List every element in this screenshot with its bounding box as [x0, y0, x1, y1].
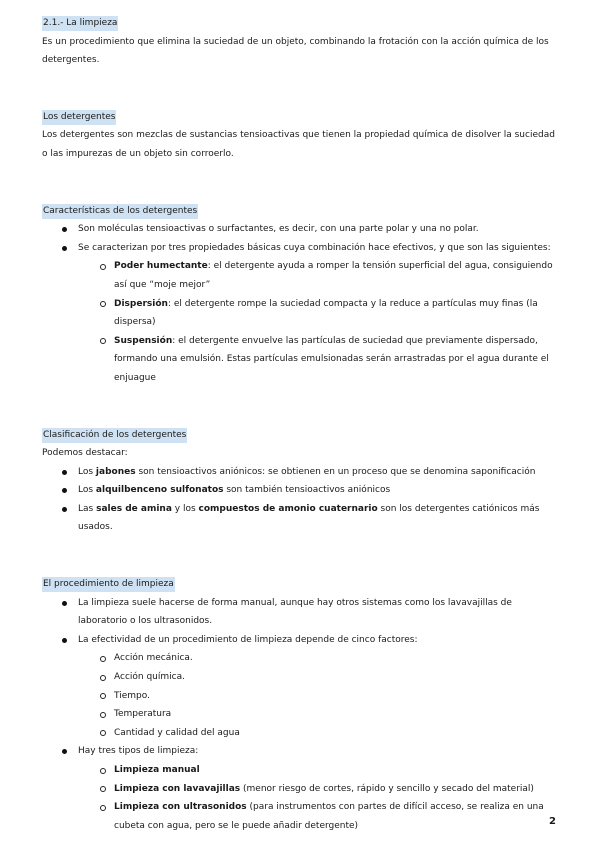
- bullet-icon: [62, 227, 67, 232]
- factores-list: [78, 649, 562, 742]
- bullet-icon: [62, 638, 67, 643]
- propiedades-list: [78, 257, 562, 387]
- list-item: Limpieza con lavavajillas (menor riesgo de cortes, rápido y sencillo y secado del material): [42, 780, 562, 799]
- list-item: Los jabones son tensioactivos aniónicos: se obtienen en un proceso que se denomina saponificación: [42, 463, 562, 482]
- bullet-icon: [62, 470, 67, 475]
- list-item: Limpieza con ultrasonidos (para instrumentos con partes de difícil acceso, se realiza en una cubeta con agua, pero se le puede añadir detergente): [42, 798, 562, 835]
- heading-clasificacion: Clasificación de los detergentes: [42, 428, 187, 443]
- circle-bullet-icon: [100, 338, 106, 344]
- section-procedimiento: [42, 575, 562, 835]
- section-caracteristicas: [42, 202, 562, 388]
- list-item: Tiempo.: [42, 687, 562, 706]
- heading-la-limpieza: 2.1.- La limpieza: [42, 16, 118, 31]
- list-item: Los alquilbenceno sulfonatos son también tensioactivos aniónicos: [42, 481, 562, 500]
- list-item: La efectividad de un procedimiento de limpieza depende de cinco factores: Acción mecánica. Acción química. Tiempo. Temperatura Cantidad y calidad del agua: [42, 631, 562, 743]
- heading-procedimiento: El procedimiento de limpieza: [42, 577, 175, 592]
- circle-bullet-icon: [100, 730, 106, 736]
- list-item: Se caracterizan por tres propiedades básicas cuya combinación hace efectivos, y que son las siguientes: Poder humectante: el detergente ayuda a romper la tensión superficial del agua, consiguiendo así que “moje mejor” Dispersión: el detergente rompe la suciedad compacta y la reduce a partículas muy finas (la dispersa) Suspensión: el detergente envuelve las partículas de suciedad que previamente dispersado, formando una emulsión. Estas partículas emulsionadas serán arrastradas por el agua durante el enjuague: [42, 239, 562, 388]
- list-item: Poder humectante: el detergente ayuda a romper la tensión superficial del agua, consiguiendo así que “moje mejor”: [42, 257, 562, 294]
- clasificacion-list: [42, 463, 562, 537]
- circle-bullet-icon: [100, 675, 106, 681]
- circle-bullet-icon: [100, 768, 106, 774]
- list-item: Son moléculas tensioactivas o surfactantes, es decir, con una parte polar y una no polar.: [42, 220, 562, 239]
- list-item: Hay tres tipos de limpieza: Limpieza manual Limpieza con lavavajillas (menor riesgo de cortes, rápido y sencillo y secado del material) Limpieza con ultrasonidos (para instrumentos con partes de difícil acceso, se realiza en una cubeta con agua, pero se le puede añadir detergente): [42, 742, 562, 835]
- paragraph-detergentes: Los detergentes son mezclas de sustancias tensioactivas que tienen la propiedad química de disolver la suciedad o las impurezas de un objeto sin corroerlo.: [42, 130, 555, 159]
- bullet-icon: [62, 601, 67, 606]
- circle-bullet-icon: [100, 656, 106, 662]
- paragraph-podemos-destacar: Podemos destacar:: [42, 448, 128, 459]
- caracteristicas-list: [42, 220, 562, 387]
- list-item: Las sales de amina y los compuestos de amonio cuaternario son los detergentes catiónicos más usados.: [42, 500, 562, 537]
- list-item: Suspensión: el detergente envuelve las partículas de suciedad que previamente dispersado, formando una emulsión. Estas partículas emulsionadas serán arrastradas por el agua durante el enjuague: [42, 332, 562, 388]
- heading-caracteristicas: Características de los detergentes: [42, 204, 198, 219]
- bullet-icon: [62, 507, 67, 512]
- bullet-icon: [62, 246, 67, 251]
- list-item: La limpieza suele hacerse de forma manual, aunque hay otros sistemas como los lavavajillas de laboratorio o los ultrasonidos.: [42, 594, 562, 631]
- circle-bullet-icon: [100, 712, 106, 718]
- circle-bullet-icon: [100, 693, 106, 699]
- circle-bullet-icon: [100, 786, 106, 792]
- list-item: Acción mecánica.: [42, 649, 562, 668]
- circle-bullet-icon: [100, 264, 106, 270]
- circle-bullet-icon: [100, 301, 106, 307]
- tipos-list: [78, 761, 562, 835]
- section-los-detergentes: [42, 108, 562, 164]
- circle-bullet-icon: [100, 805, 106, 811]
- document-page: [42, 14, 562, 835]
- procedimiento-list: [42, 594, 562, 836]
- bullet-icon: [62, 749, 67, 754]
- page-number: 2: [549, 816, 556, 827]
- list-item: Acción química.: [42, 668, 562, 687]
- list-item: Temperatura: [42, 705, 562, 724]
- heading-los-detergentes: Los detergentes: [42, 110, 116, 125]
- list-item: Limpieza manual: [42, 761, 562, 780]
- bullet-icon: [62, 488, 67, 493]
- paragraph-limpieza: Es un procedimiento que elimina la suciedad de un objeto, combinando la frotación con la acción química de los detergentes.: [42, 36, 549, 66]
- list-item: Dispersión: el detergente rompe la suciedad compacta y la reduce a partículas muy finas (la dispersa): [42, 295, 562, 332]
- section-clasificacion: [42, 426, 562, 538]
- list-item: Cantidad y calidad del agua: [42, 724, 562, 743]
- section-la-limpieza: [42, 14, 562, 70]
